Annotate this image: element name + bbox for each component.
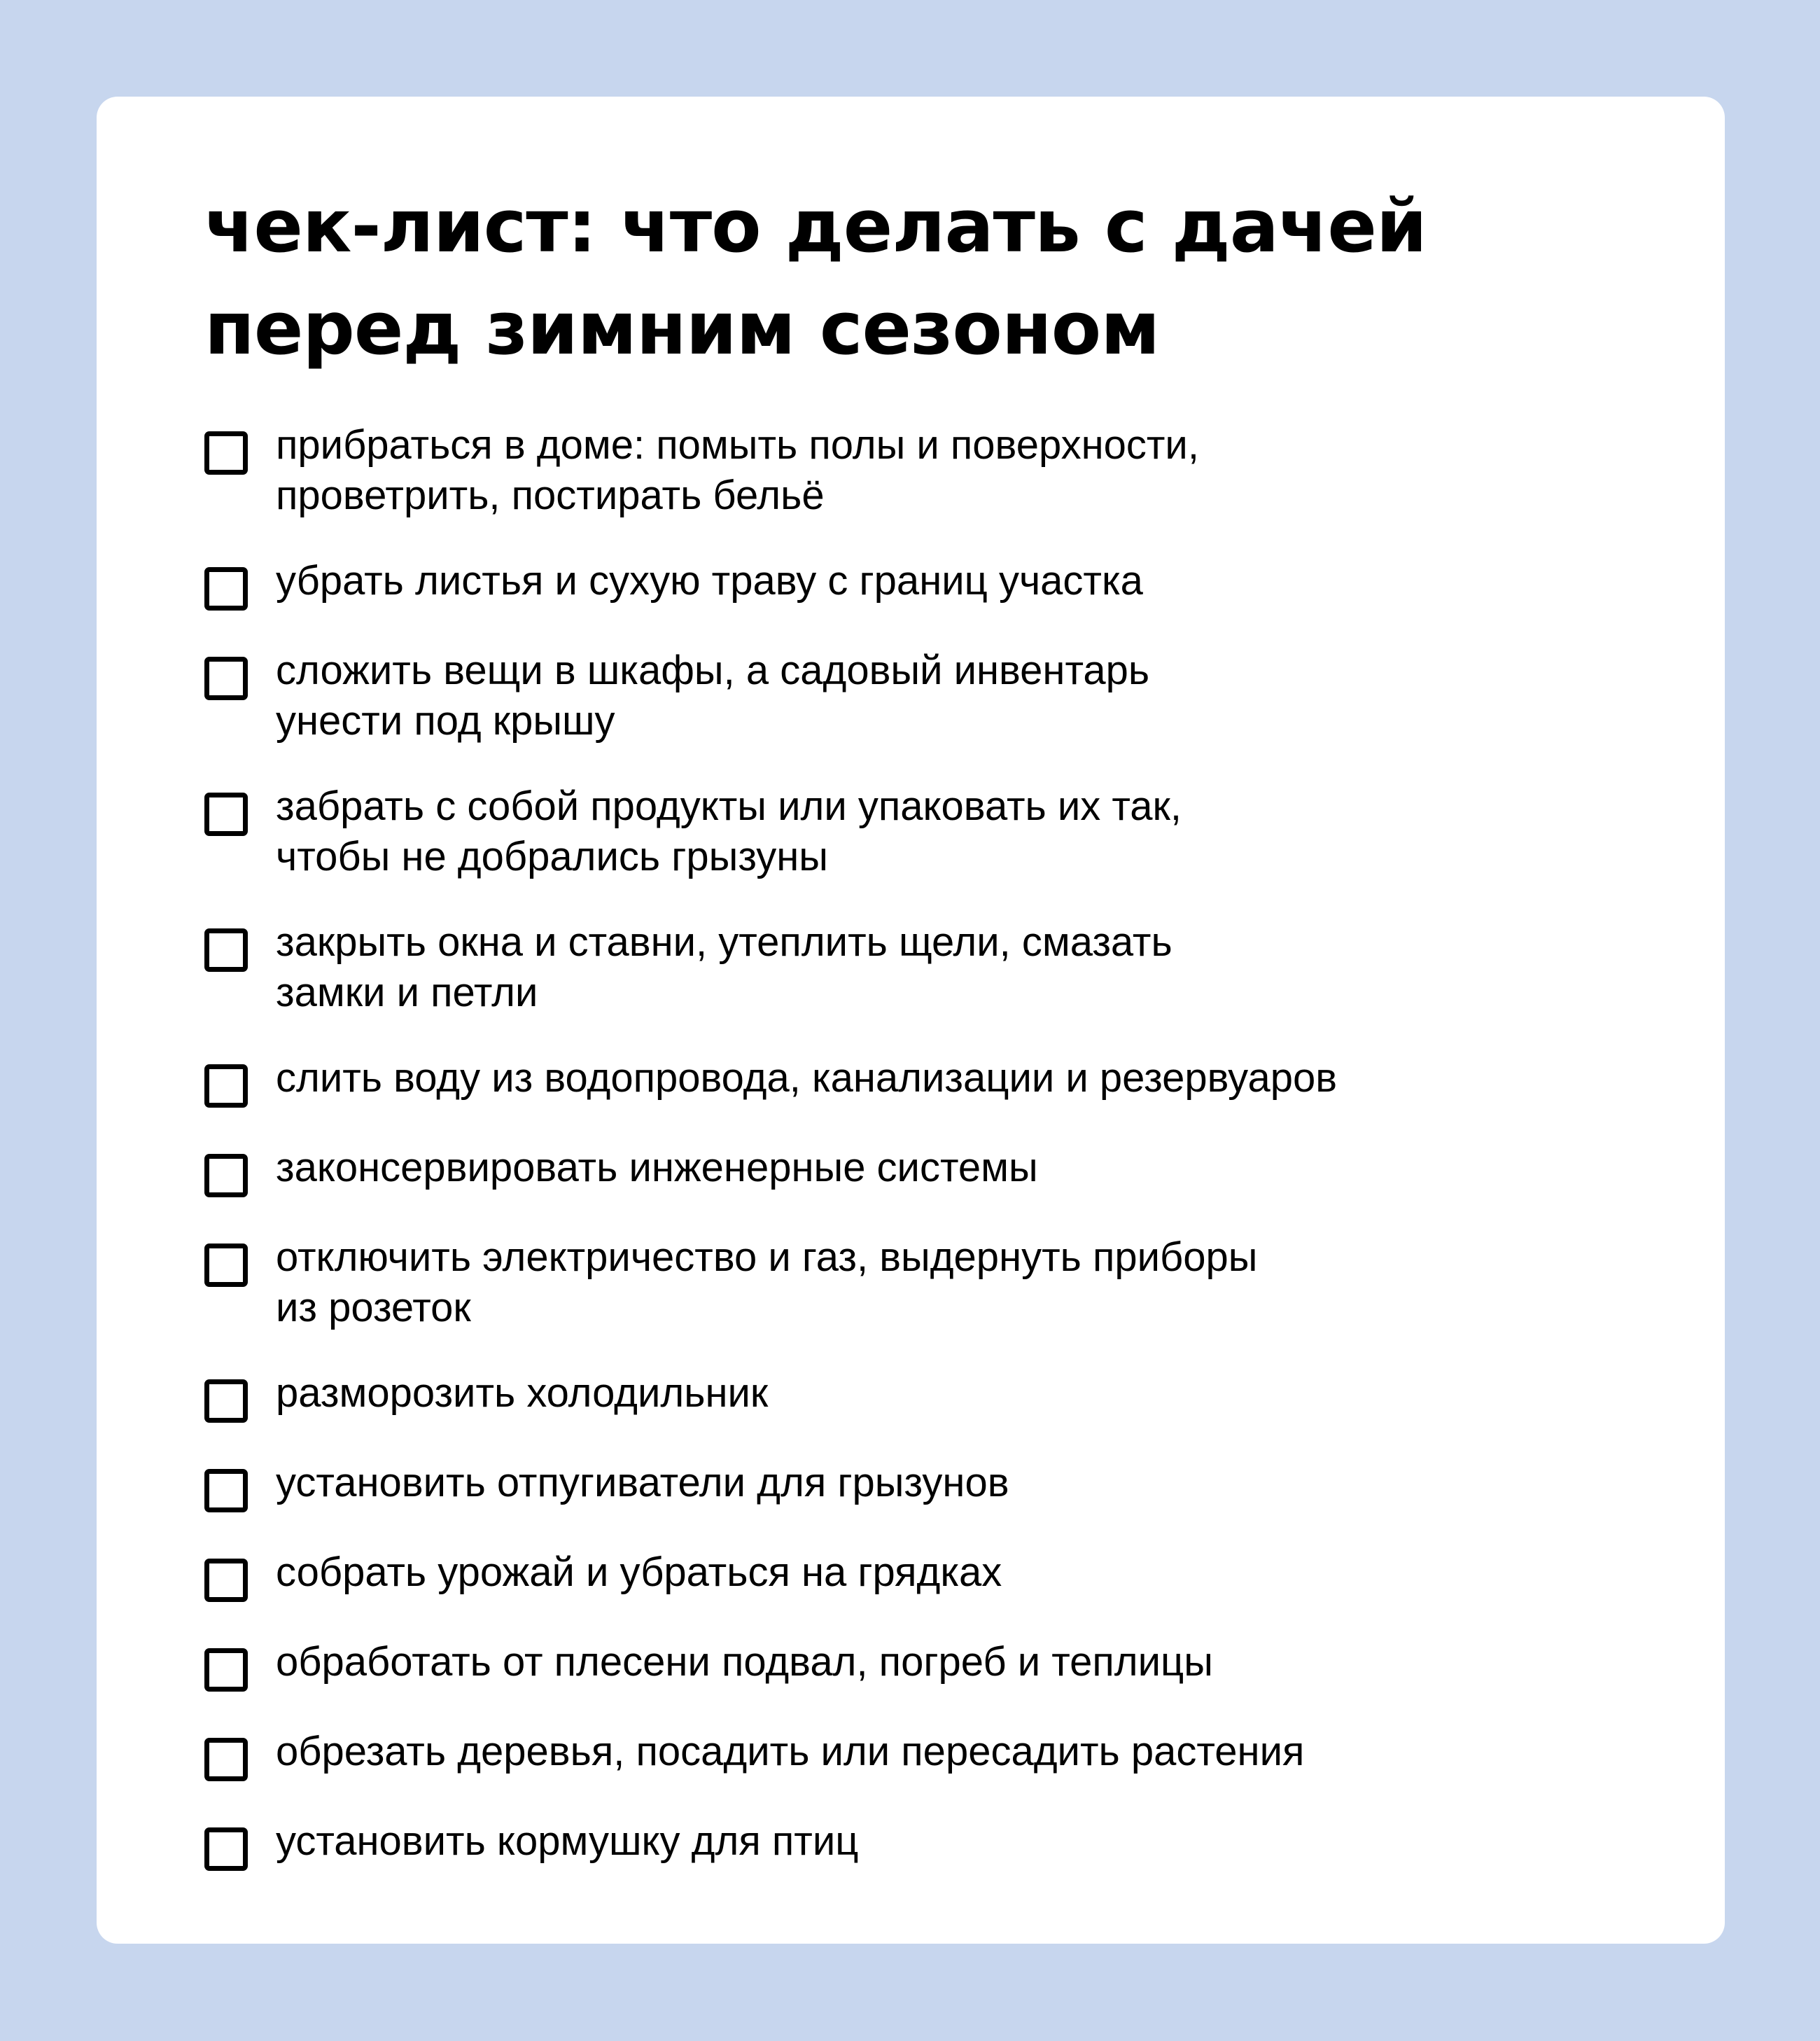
checkbox[interactable] <box>204 1064 248 1108</box>
page-title: чек-лист: что делать с дачей перед зимним сезоном <box>204 183 1427 371</box>
checklist-item-label: слить воду из водопровода, канализации и резервуаров <box>276 1055 1338 1101</box>
checklist-card <box>97 97 1725 1944</box>
checklist-item <box>204 1232 1620 1333</box>
checklist-item <box>204 556 1620 611</box>
checkbox[interactable] <box>204 1379 248 1423</box>
checklist-item-label: разморозить холодильник <box>276 1370 769 1416</box>
checklist-item-label: закрыть окна и ставни, утеплить щели, смазать замки и петли <box>276 919 1172 1015</box>
checklist-item-label: собрать урожай и убраться на грядках <box>276 1549 1002 1595</box>
checkbox[interactable] <box>204 657 248 700</box>
checklist-item-label: установить кормушку для птиц <box>276 1818 859 1864</box>
checklist-item <box>204 1637 1620 1692</box>
checkbox[interactable] <box>204 567 248 611</box>
checklist-item <box>204 646 1620 746</box>
checklist-item <box>204 1727 1620 1781</box>
checklist-item <box>204 917 1620 1018</box>
checklist-item-label: убрать листья и сухую траву с границ участка <box>276 558 1143 604</box>
checklist-item <box>204 1053 1620 1108</box>
checklist-item-label: забрать с собой продукты или упаковать их так, чтобы не добрались грызуны <box>276 783 1182 879</box>
checklist-item-label: установить отпугиватели для грызунов <box>276 1460 1009 1505</box>
checklist-item <box>204 1143 1620 1197</box>
checkbox[interactable] <box>204 1154 248 1197</box>
checklist-item <box>204 781 1620 882</box>
checklist-item-label: законсервировать инженерные системы <box>276 1145 1038 1190</box>
checkbox[interactable] <box>204 1244 248 1287</box>
checkbox[interactable] <box>204 1738 248 1781</box>
checklist-item <box>204 1368 1620 1423</box>
checklist-item-label: обрезать деревья, посадить или пересадить растения <box>276 1729 1305 1774</box>
checklist <box>204 420 1620 1871</box>
checklist-item <box>204 1458 1620 1512</box>
checklist-item-label: отключить электричество и газ, выдернуть приборы из розеток <box>276 1234 1258 1330</box>
checkbox[interactable] <box>204 1827 248 1871</box>
checklist-item-label: прибраться в доме: помыть полы и поверхности, проветрить, постирать бельё <box>276 422 1199 518</box>
checkbox[interactable] <box>204 1648 248 1692</box>
checkbox[interactable] <box>204 928 248 972</box>
checkbox[interactable] <box>204 1559 248 1602</box>
checkbox[interactable] <box>204 1469 248 1512</box>
checkbox[interactable] <box>204 431 248 475</box>
checklist-item-label: обработать от плесени подвал, погреб и теплицы <box>276 1639 1213 1685</box>
checklist-item <box>204 420 1620 521</box>
checkbox[interactable] <box>204 793 248 836</box>
checklist-item <box>204 1547 1620 1602</box>
checklist-item <box>204 1816 1620 1871</box>
checklist-item-label: сложить вещи в шкафы, а садовый инвентарь унести под крышу <box>276 648 1150 744</box>
